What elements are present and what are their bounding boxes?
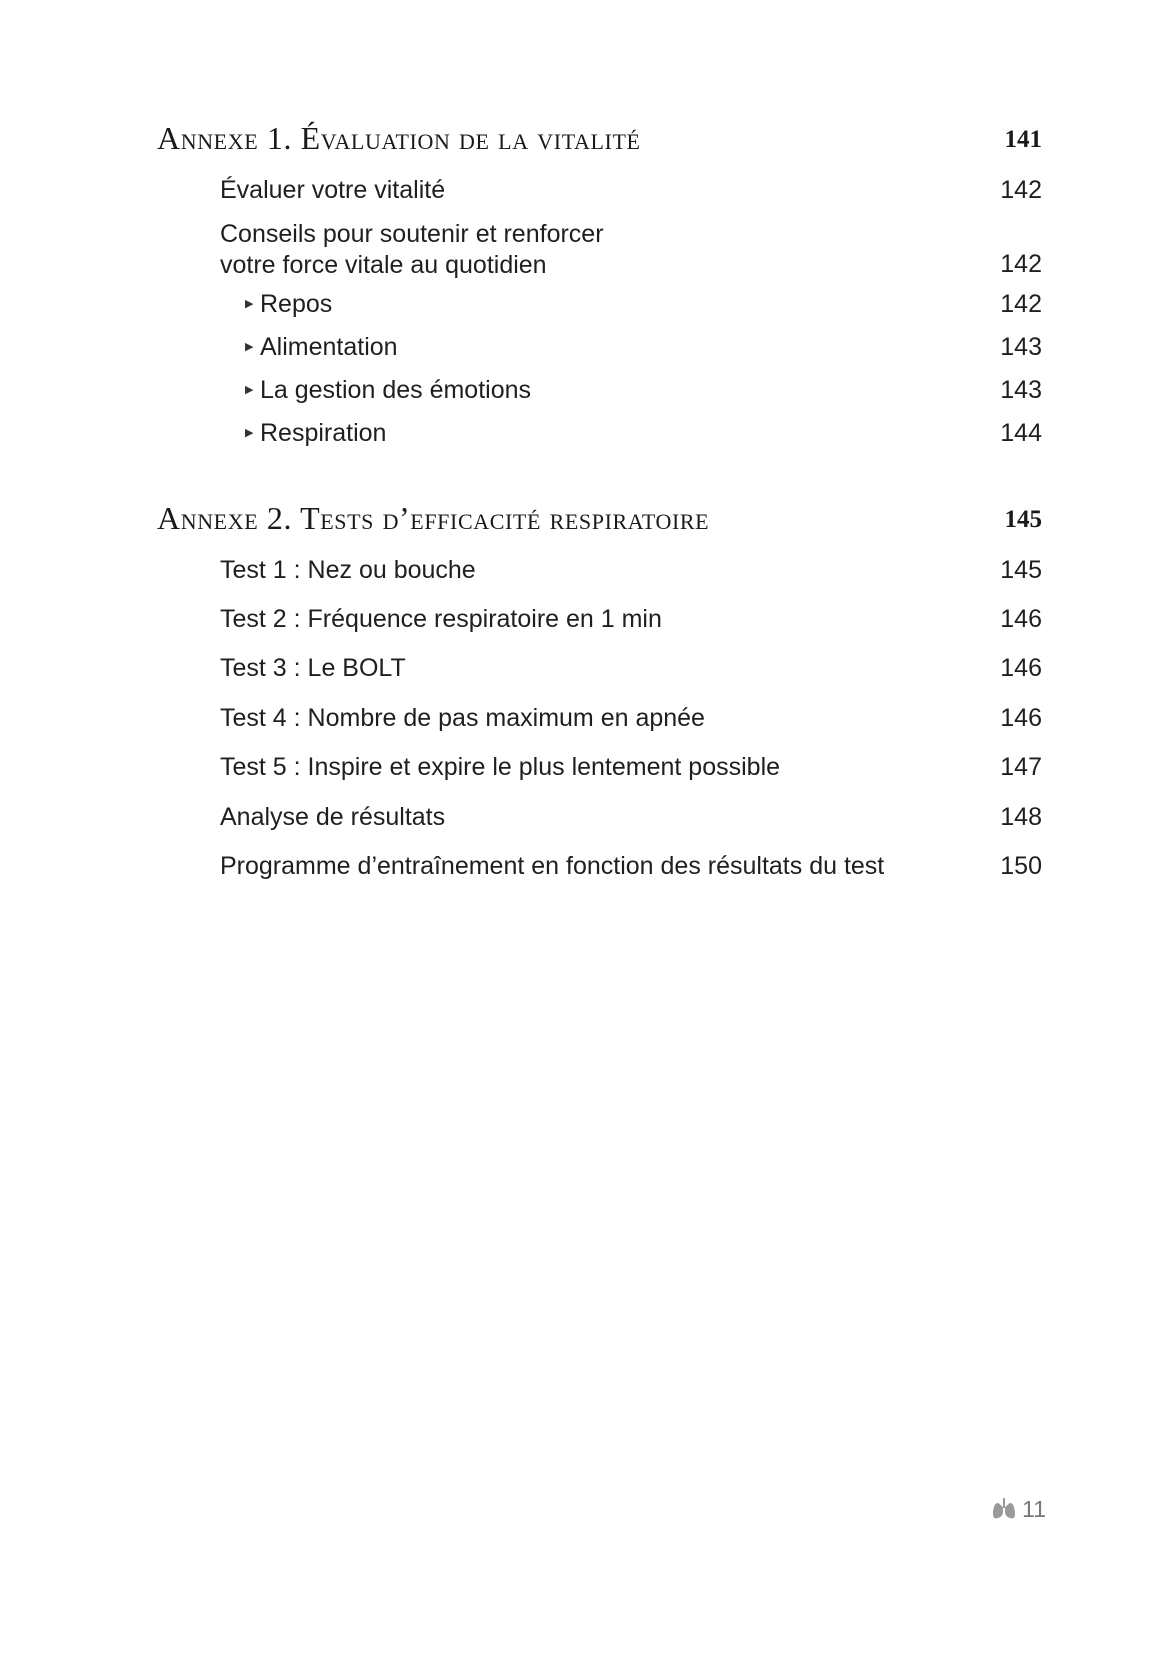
toc-entry[interactable] <box>157 704 1042 736</box>
toc-subentry-page: 142 <box>1000 290 1042 318</box>
bullet-triangle-icon: ▶ <box>245 427 254 439</box>
annexe-2-title: Annexe 2. Tests d’efficacité respiratoire <box>157 500 710 536</box>
bullet-triangle-icon: ▶ <box>245 298 254 310</box>
toc-subentry-label: Respiration <box>260 419 387 447</box>
toc-subentry[interactable] <box>157 376 1042 408</box>
toc-entry-label: Test 2 : Fréquence respiratoire en 1 min <box>220 605 662 633</box>
bullet-triangle-icon: ▶ <box>245 384 254 396</box>
toc-entry[interactable] <box>157 803 1042 835</box>
annexe-2-page: 145 <box>1004 506 1042 533</box>
toc-entry-label: Test 5 : Inspire et expire le plus lentement possible <box>220 753 781 781</box>
toc-entry[interactable] <box>157 219 1042 283</box>
toc-entry-page: 142 <box>1000 176 1042 204</box>
toc-entry-label: Test 3 : Le BOLT <box>220 654 406 682</box>
annexe-1-title: Annexe 1. Évaluation de la vitalité <box>157 120 641 156</box>
toc-entry-page: 147 <box>1000 753 1042 781</box>
toc-entry-label: Test 1 : Nez ou bouche <box>220 556 476 584</box>
page-number: 11 <box>1022 1495 1046 1522</box>
toc-entry-label: Évaluer votre vitalité <box>220 176 446 204</box>
annexe-2-heading[interactable] <box>157 500 1042 536</box>
annexe-1-heading[interactable] <box>157 120 1042 156</box>
toc-entry[interactable] <box>157 605 1042 637</box>
toc-subentry-page: 143 <box>1000 333 1042 361</box>
toc-entry-page: 142 <box>1000 250 1042 278</box>
lungs-icon <box>992 1498 1016 1520</box>
toc-entry-page: 146 <box>1000 654 1042 682</box>
annexe-1-page: 141 <box>1004 126 1042 153</box>
toc-subentry-page: 144 <box>1000 419 1042 447</box>
toc-entry-label: Conseils pour soutenir et renforcer votre force vitale au quotidien <box>220 220 604 279</box>
toc-subentry[interactable] <box>157 333 1042 365</box>
toc-entry-page: 150 <box>1000 852 1042 880</box>
toc-subentry-page: 143 <box>1000 376 1042 404</box>
bullet-triangle-icon: ▶ <box>245 341 254 353</box>
toc-entry-page: 146 <box>1000 704 1042 732</box>
toc-subentry-label: Alimentation <box>260 333 398 361</box>
toc-entry-page: 148 <box>1000 803 1042 831</box>
toc-entry[interactable] <box>157 852 1042 884</box>
toc-entry[interactable] <box>157 654 1042 686</box>
toc-entry[interactable] <box>157 753 1042 785</box>
toc-entry[interactable] <box>157 556 1042 588</box>
toc-subentry[interactable] <box>157 290 1042 322</box>
toc-subentry[interactable] <box>157 419 1042 451</box>
toc-entry-label: Analyse de résultats <box>220 803 446 831</box>
page-footer <box>992 1494 1046 1524</box>
toc-subentry-label: Repos <box>260 290 333 318</box>
toc-entry-page: 145 <box>1000 556 1042 584</box>
toc-entry-label: Programme d’entraînement en fonction des résultats du test <box>220 852 885 880</box>
toc-subentry-label: La gestion des émotions <box>260 376 532 404</box>
toc-entry[interactable] <box>157 176 1042 208</box>
toc-entry-label: Test 4 : Nombre de pas maximum en apnée <box>220 704 705 732</box>
toc-entry-page: 146 <box>1000 605 1042 633</box>
